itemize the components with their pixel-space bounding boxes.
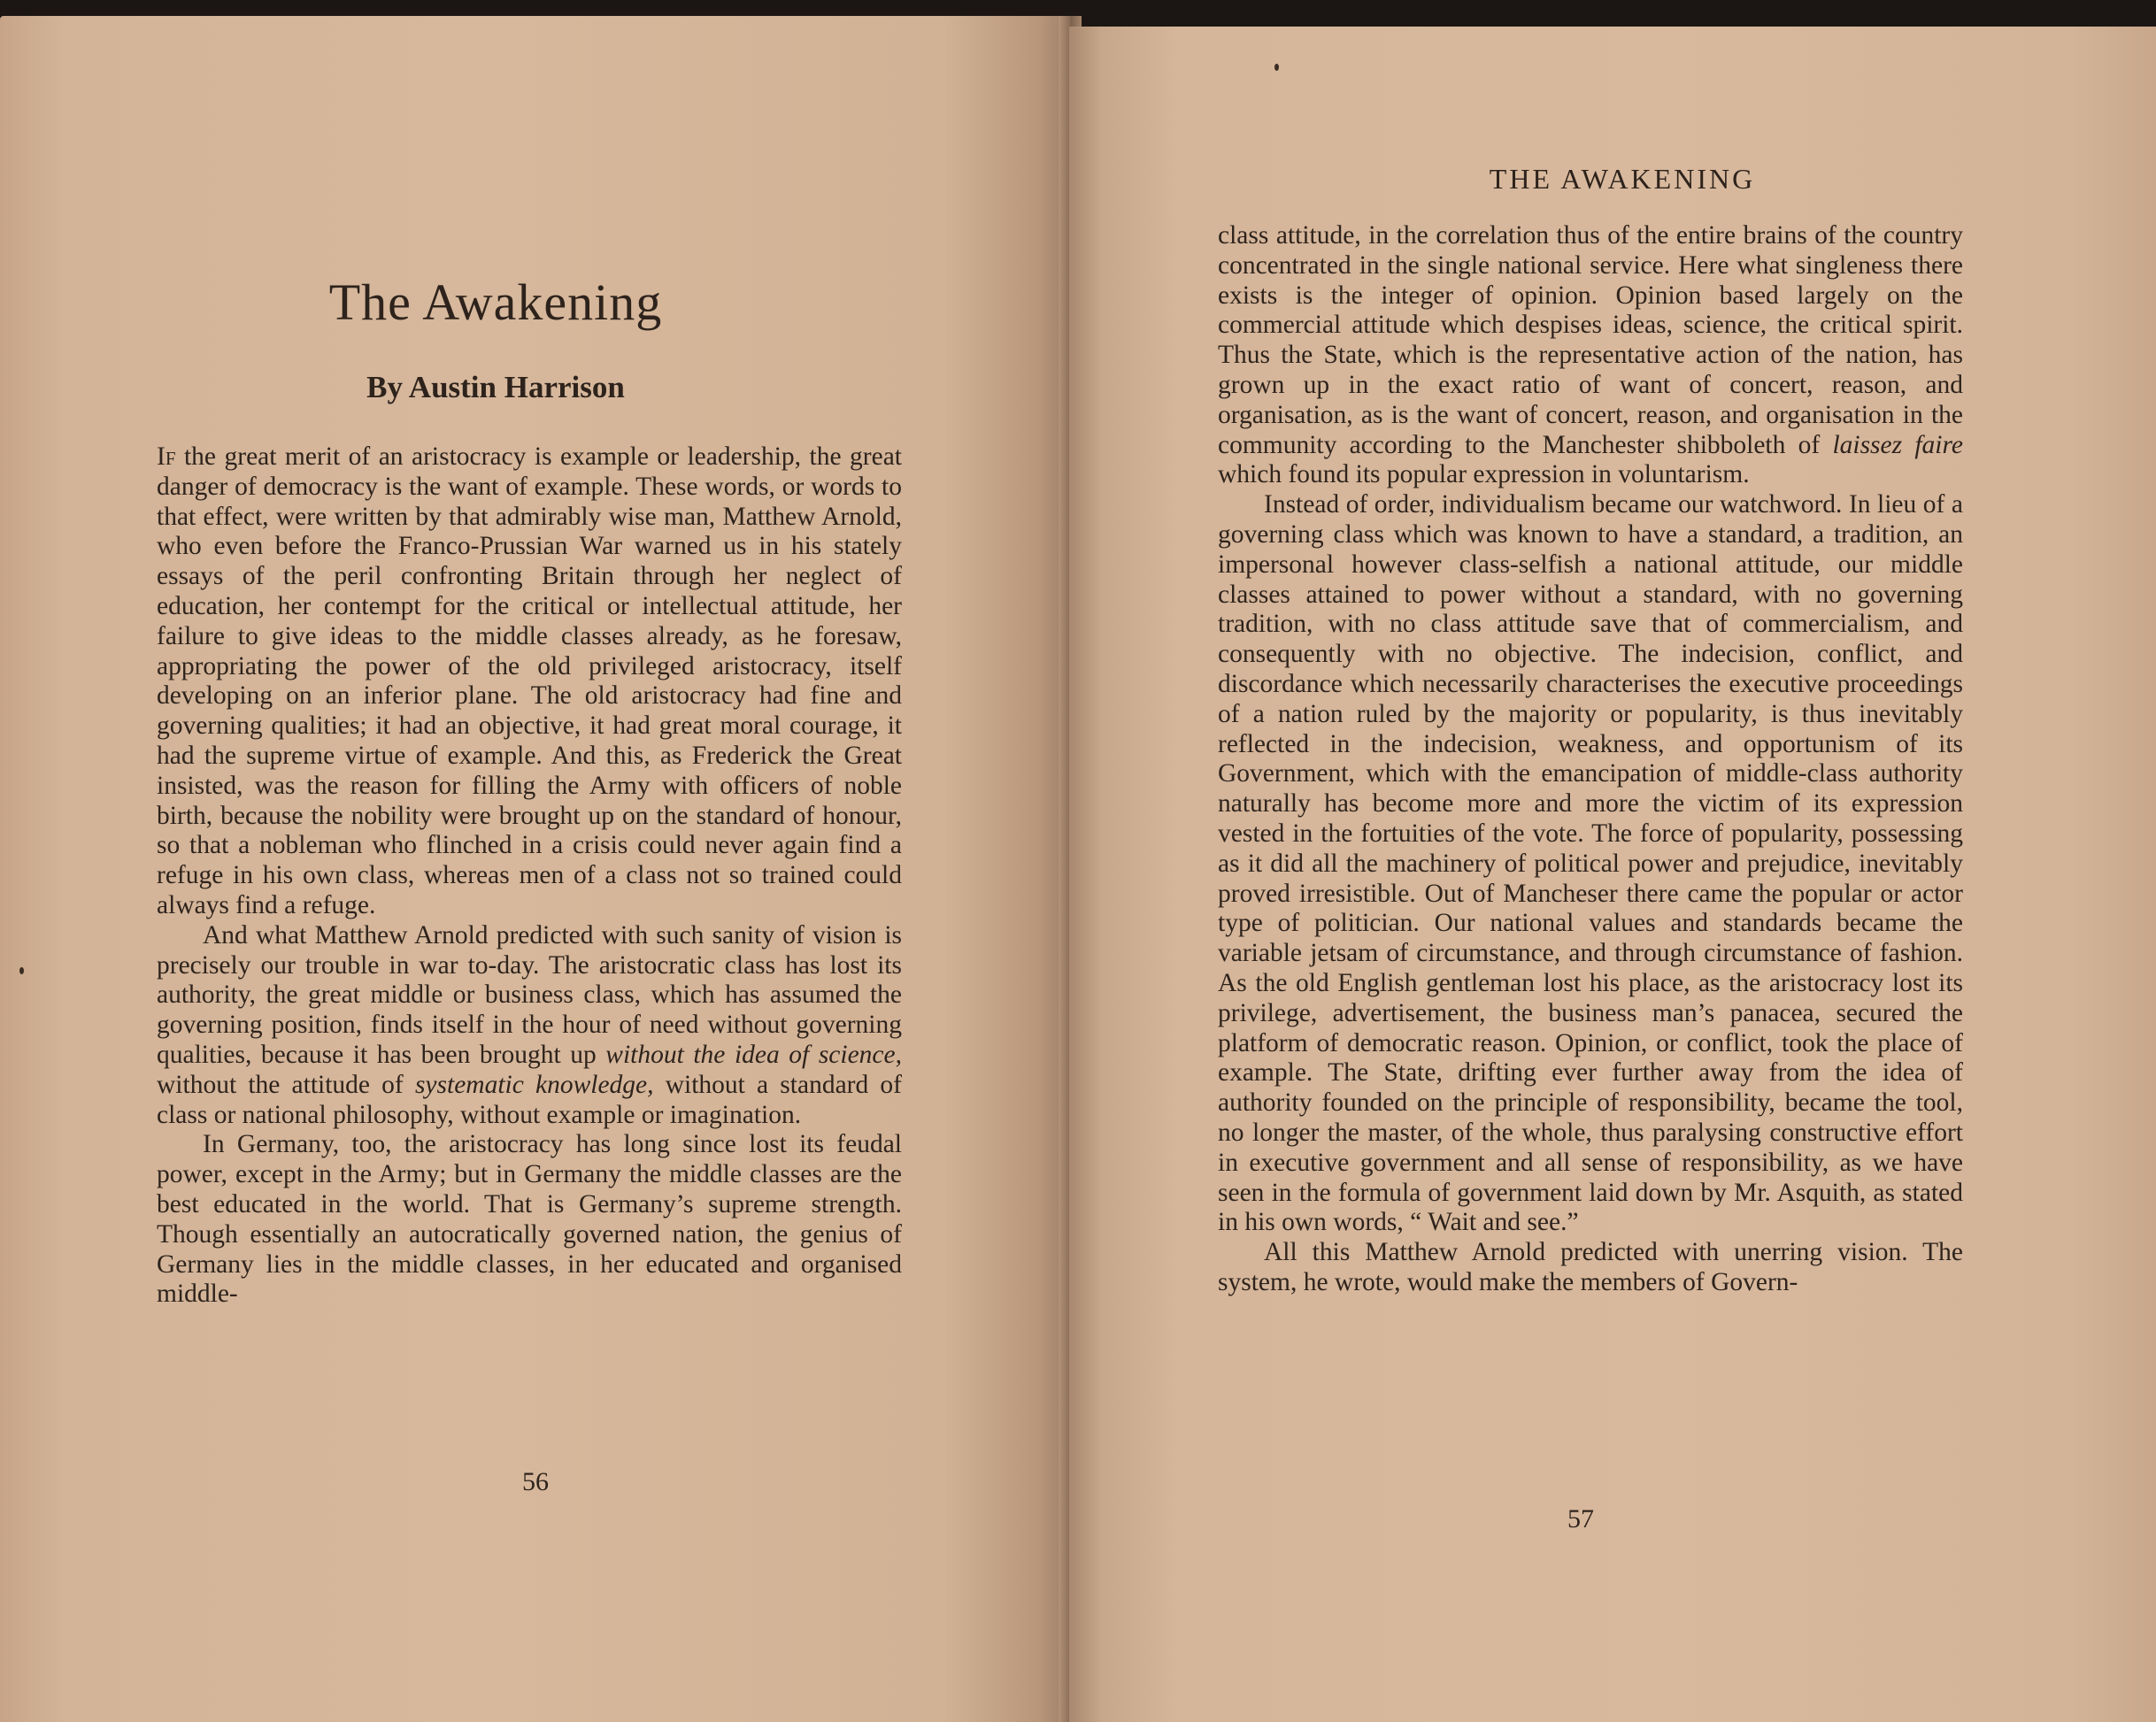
italic-phrase: laissez faire [1832,430,1963,459]
right-page-body [1218,221,1963,1298]
left-page-body [157,442,902,1310]
running-head: THE AWAKENING [1489,163,1756,195]
paragraph [157,1130,902,1310]
paragraph-text: All this Matthew Arnold predicted with unerring vision. The system, he wrote, would make the members of Govern- [1218,1238,1963,1296]
left-page [0,16,1071,1722]
paragraph-text: which found its popular expression in voluntarism. [1218,460,1750,489]
paragraph-text: Instead of order, individualism became our watchword. In lieu of a governing class which was known to have a standard, a tradition, an impersonal however class-selfish a national attitude, our middle classes attained to power without a standard, with no governing tradition, with no class attitude save that of commercialism, and consequently with no objective. The indecision, conflict, and discordance which necessarily characterises the executive proceedings of a nation ruled by the majority or popularity, is thus inevitably reflected in the indecision, weakness, and opportunism of its Government, which with the emancipation of middle-class authority naturally has become more and more the victim of its expression vested in the fortuities of the vote. The force of popularity, possessing as it did all the machinery of political power and prejudice, inevitably proved irresistible. Out of Mancheser there came the popular or actor type of politician. Our national values and standards became the variable jetsam of circumstance, and through circumstance of fashion. As the old English gentleman lost his place, as the aristocracy lost its privilege, advertisement, the business man’s panacea, secured the platform of democratic reason. Opinion, or conflict, took the place of example. The State, drifting ever further away from the idea of authority founded on the principle of responsibility, became the tool, no longer the master, of the whole, thus paralysing constructive effort in executive government and all sense of responsibility, as we have seen in the formula of government laid down by Mr. Asquith, as stated in his own words, “ Wait and see.” [1218,490,1963,1237]
paragraph [1218,490,1963,1238]
article-title: The Awakening [328,273,663,331]
paragraph-text: without the attitude of [157,1070,415,1099]
paragraph [1218,221,1963,490]
paragraph-text: class attitude, in the correlation thus of the entire brains of the country concentrated in the single national service. Here what singleness there exists is the integer of opinion. Opinion based largely on the commercial attitude which despises ideas, science, the critical spirit. Thus the State, which is the representative action of the nation, has grown up in the exact ratio of want of concert, reason, and organisation, as is the want of concert, reason, and organisation in the community according to the Manchester shibboleth of [1218,221,1963,459]
article-byline: By Austin Harrison [366,370,625,404]
paper-speck [1274,64,1279,71]
paragraph-text: In Germany, too, the aristocracy has long since lost its feudal power, except in the Army; but in Germany the middle classes are the best educated in the world. That is Germany’s supreme strength. Though essentially an autocratically governed nation, the genius of Germany lies in the middle classes, in her educated and organised middle- [157,1130,902,1309]
paper-speck [19,967,24,974]
drop-initial: If [157,442,176,471]
right-page [1069,27,2156,1722]
paragraph [157,442,902,921]
paragraph [1218,1238,1963,1298]
paragraph-text: the great merit of an aristocracy is example or leadership, the great danger of democracy is the want of example. These words, or words to that effect, were written by that admirably wise man, Matthew Arnold, who even before the Franco-Prussian War warned us in his stately essays of the peril confronting Britain through her neglect of education, her contempt for the critical or intellectual attitude, her failure to give ideas to the middle classes already, as he foresaw, appropriating the power of the old privileged aristocracy, itself developing on an inferior plane. The old aristocracy had fine and governing qualities; it had an objective, it had great moral courage, it had the supreme virtue of example. And this, as Frederick the Great insisted, was the reason for filling the Army with officers of noble birth, because the nobility were brought up on the standard of honour, so that a nobleman who flinched in a crisis could never again find a refuge in his own class, whereas men of a class not so trained could always find a refuge. [157,442,902,919]
paragraph-text: And what Matthew Arnold predicted with such sanity of vision is precisely our trouble in war to-day. The aristocratic class has lost its authority, the great middle or business class, which has assumed the governing position, finds itself in the hour of need without governing qualities, because it has been brought up [157,920,902,1069]
paragraph-text: without a standard of class or national philosophy, without example or imagination. [157,1070,902,1129]
italic-phrase: without the idea of science, [605,1040,902,1069]
page-number: 56 [522,1467,549,1496]
italic-phrase: systematic knowledge, [414,1070,654,1099]
paragraph [157,921,902,1131]
page-number: 57 [1567,1504,1594,1534]
